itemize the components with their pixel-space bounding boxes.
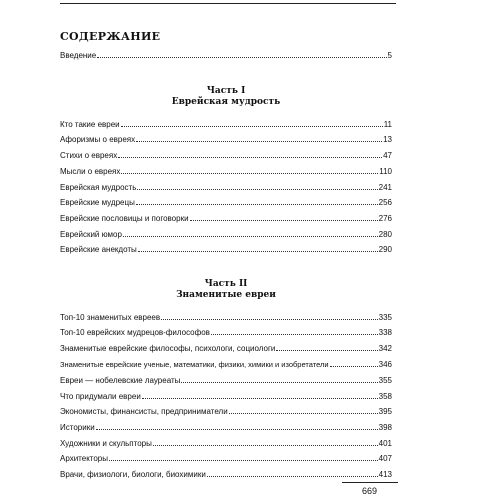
- dot-leader: [207, 467, 378, 477]
- toc-entry-title: Художники и скульпторы: [60, 439, 152, 448]
- toc-entry-page: 358: [378, 392, 392, 401]
- toc-entry-page: 401: [378, 439, 392, 448]
- toc-entry-page: 413: [378, 470, 392, 479]
- toc-entry[interactable]: [60, 467, 392, 481]
- toc-heading: СОДЕРЖАНИЕ: [60, 30, 161, 43]
- dot-leader: [190, 211, 378, 221]
- toc-entry[interactable]: [60, 148, 392, 162]
- toc-entry-page: 110: [379, 167, 392, 176]
- toc-entry-title: Топ-10 еврейских мудрецов-философов: [60, 328, 210, 337]
- toc-entry[interactable]: [60, 211, 392, 225]
- toc-entry-page: 407: [378, 454, 392, 463]
- toc-entry[interactable]: [60, 117, 392, 131]
- toc-entry-page: 11: [383, 120, 392, 129]
- toc-entry[interactable]: [60, 420, 392, 434]
- toc-entry-page: 276: [378, 214, 392, 223]
- toc-entry-page: 395: [378, 407, 392, 416]
- toc-entry[interactable]: [60, 195, 392, 209]
- toc-entry-title: Экономисты, финансисты, предприниматели: [60, 407, 228, 416]
- toc-entry[interactable]: [60, 164, 392, 178]
- part-title: Еврейская мудрость: [171, 97, 281, 107]
- toc-entry-title: Знаменитые еврейские философы, психологи, социологи: [60, 344, 276, 353]
- dot-leader: [211, 325, 378, 335]
- toc-entry-title: Архитекторы: [60, 454, 108, 463]
- toc-entry[interactable]: [60, 341, 392, 355]
- toc-entry-title: Стихи о евреях: [60, 151, 118, 160]
- toc-entry-title: Еврейская мудрость: [60, 183, 137, 192]
- toc-entry-title: Врачи, физиологи, биологи, биохимики: [60, 470, 206, 479]
- page-number: 669: [362, 486, 378, 496]
- toc-entry[interactable]: [60, 404, 392, 418]
- part-label: Часть II: [204, 279, 248, 289]
- toc-entry-page: 13: [383, 135, 392, 144]
- dot-leader: [229, 404, 378, 414]
- toc-entry[interactable]: [60, 357, 392, 371]
- toc-entry-title: Историки: [60, 423, 95, 432]
- toc-entry-title: Введение: [60, 51, 97, 60]
- toc-entry-title: Мысли о евреях: [60, 167, 121, 176]
- dot-leader: [96, 420, 378, 430]
- toc-entry-title: Кто такие евреи: [60, 120, 120, 129]
- toc-entry-title: Топ-10 знаменитых евреев: [60, 313, 161, 322]
- toc-entry[interactable]: [60, 389, 392, 403]
- dot-leader: [123, 227, 378, 237]
- toc-entry-title: Еврейские мудрецы: [60, 198, 135, 207]
- dot-leader: [153, 436, 378, 446]
- dot-leader: [109, 451, 378, 461]
- toc-entry-page: 280: [378, 230, 392, 239]
- dot-leader: [121, 164, 378, 174]
- toc-entry[interactable]: [60, 325, 392, 339]
- toc-entry-page: 290: [378, 245, 392, 254]
- toc-entry-page: 5: [387, 51, 392, 60]
- toc-entry-page: 346: [378, 360, 392, 369]
- toc-entry-title: Еврейские пословицы и поговорки: [60, 214, 189, 223]
- toc-entry-page: 398: [378, 423, 392, 432]
- toc-entry-intro[interactable]: [60, 48, 392, 62]
- dot-leader: [121, 117, 383, 127]
- dot-leader: [136, 195, 378, 205]
- part-label: Часть I: [206, 86, 246, 96]
- toc-entry-title: Афоризмы о евреях: [60, 135, 136, 144]
- dot-leader: [97, 48, 386, 58]
- toc-entry-title: Евреи — нобелевские лауреаты: [60, 376, 181, 385]
- toc-entry-page: 338: [378, 328, 392, 337]
- toc-entry[interactable]: [60, 373, 392, 387]
- toc-entry-page: 47: [383, 151, 392, 160]
- dot-leader: [136, 132, 382, 142]
- dot-leader: [330, 357, 378, 367]
- part-title: Знаменитые евреи: [176, 290, 276, 300]
- toc-entry-page: 256: [378, 198, 392, 207]
- toc-entry[interactable]: [60, 227, 392, 241]
- toc-entry-page: 335: [378, 313, 392, 322]
- toc-entry-title: Еврейский юмор: [60, 230, 122, 239]
- toc-entry-title: Еврейские анекдоты: [60, 245, 137, 254]
- toc-entry[interactable]: [60, 310, 392, 324]
- toc-entry[interactable]: [60, 451, 392, 465]
- toc-entry[interactable]: [60, 242, 392, 256]
- dot-leader: [181, 373, 377, 383]
- dot-leader: [138, 242, 378, 252]
- toc-entry[interactable]: [60, 180, 392, 194]
- dot-leader: [161, 310, 378, 320]
- dot-leader: [276, 341, 377, 351]
- toc-entry-page: 342: [378, 344, 392, 353]
- toc-entry-title: Знаменитые еврейские ученые, математики, физики, химики и изобретатели: [60, 360, 329, 369]
- toc-entry[interactable]: [60, 132, 392, 146]
- dot-leader: [118, 148, 382, 158]
- toc-entry-page: 355: [378, 376, 392, 385]
- toc-entry-title: Что придумали евреи: [60, 392, 141, 401]
- top-rule: [60, 3, 396, 4]
- dot-leader: [142, 389, 378, 399]
- toc-entry-page: 241: [378, 183, 392, 192]
- page-number-rule: [342, 482, 398, 483]
- toc-entry[interactable]: [60, 436, 392, 450]
- dot-leader: [137, 180, 377, 190]
